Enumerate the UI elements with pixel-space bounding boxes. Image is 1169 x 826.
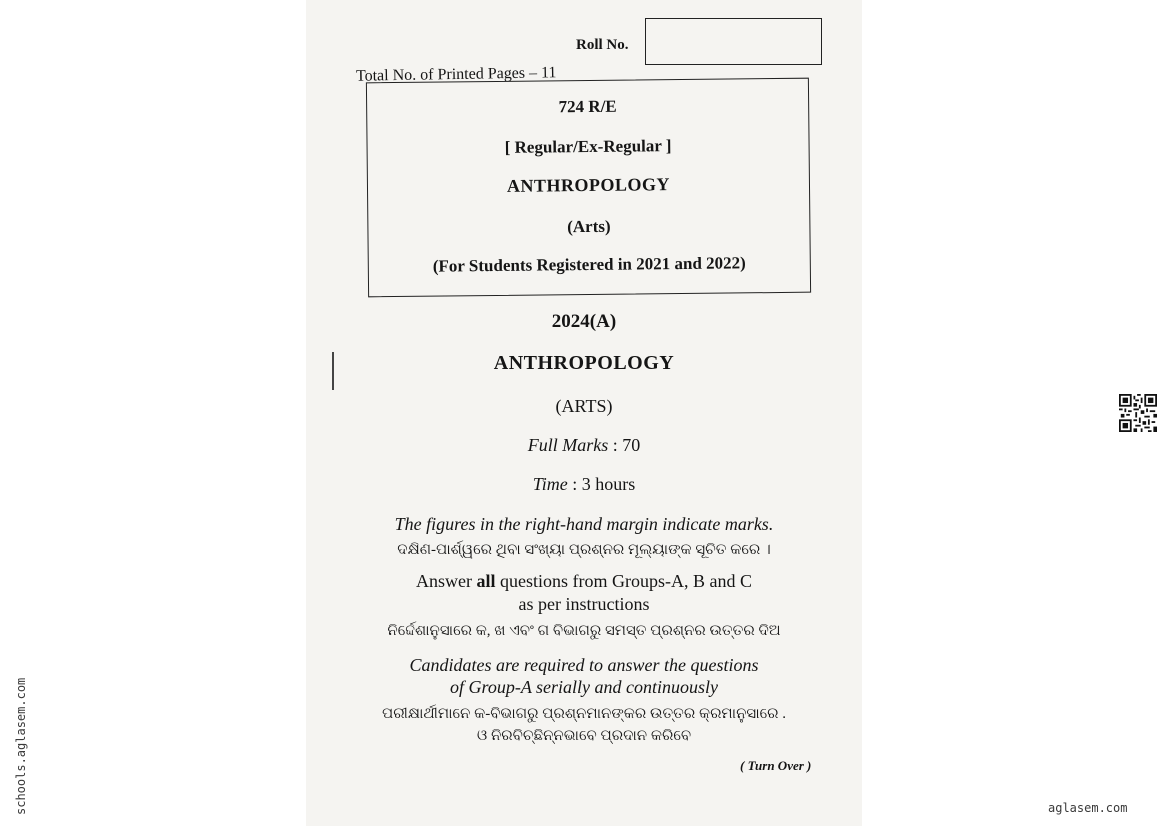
answer-all-post: questions from Groups-A, B and C (495, 571, 752, 591)
paper-category: [ Regular/Ex-Regular ] (504, 136, 672, 157)
registration-note: (For Students Registered in 2021 and 2022) (432, 253, 746, 276)
serial-instruction-odia2: ଓ ନିରବିଚ୍ଛିନ୍ନଭାବେ ପ୍ରଦାନ କରିବେ (476, 728, 692, 744)
marks-instruction: The figures in the right-hand margin indicate marks. (394, 514, 774, 534)
paper-code: 724 R/E (558, 96, 617, 117)
serial-instruction-odia1: ପରୀକ୍ଷାର୍ଥୀମାନେ କ-ବିଭାଗରୁ ପ୍ରଶ୍ନମାନଙ୍କର ଉତ୍ତର କ୍ରମାନୁସାରେ . (381, 706, 786, 722)
printed-pages-count: Total No. of Printed Pages – 11 (355, 64, 557, 85)
header-subject: ANTHROPOLOGY (506, 174, 671, 196)
turn-over-label: ( Turn Over ) (740, 758, 812, 773)
answer-all-bold: all (476, 571, 496, 591)
answer-all-instruction-odia: ନିର୍ଦ୍ଦେଶାନୁସାରେ କ, ଖ ଏବଂ ଗ ବିଭାଗରୁ ସମସ୍ତ ପ୍ରଶ୍ନର ଉତ୍ତର ଦିଅ (387, 623, 781, 639)
exam-stream: (ARTS) (555, 396, 613, 416)
exam-time (306, 474, 862, 495)
time-value: : 3 hours (572, 474, 636, 494)
paper-header-box (366, 78, 811, 298)
answer-all-instruction (306, 571, 862, 592)
exam-subject: ANTHROPOLOGY (493, 352, 675, 374)
watermark-left: schools.aglasem.com (14, 677, 28, 815)
full-marks-value: : 70 (612, 435, 641, 455)
roll-number-label: Roll No. (576, 37, 629, 53)
watermark-right: aglasem.com (1048, 801, 1128, 815)
roll-number-box (645, 18, 822, 65)
serial-instruction-line1: Candidates are required to answer the questions (409, 655, 759, 675)
marks-instruction-odia: ଦକ୍ଷିଣ-ପାର୍ଶ୍ୱରେ ଥିବା ସଂଖ୍ୟା ପ୍ରଶ୍ନର ମୂଲ୍ୟାଙ୍କ ସୂଚିତ କରେ । (397, 542, 771, 558)
answer-all-pre: Answer (416, 571, 477, 591)
exam-code: 2024(A) (551, 311, 617, 332)
answer-all-instruction-line2: as per instructions (518, 594, 650, 614)
header-stream: (Arts) (567, 216, 611, 237)
time-label: Time (532, 474, 568, 494)
full-marks (306, 435, 862, 456)
full-marks-label: Full Marks (527, 435, 609, 455)
serial-instruction-line2: of Group-A serially and continuously (450, 677, 718, 697)
qr-code-icon (1119, 394, 1157, 432)
